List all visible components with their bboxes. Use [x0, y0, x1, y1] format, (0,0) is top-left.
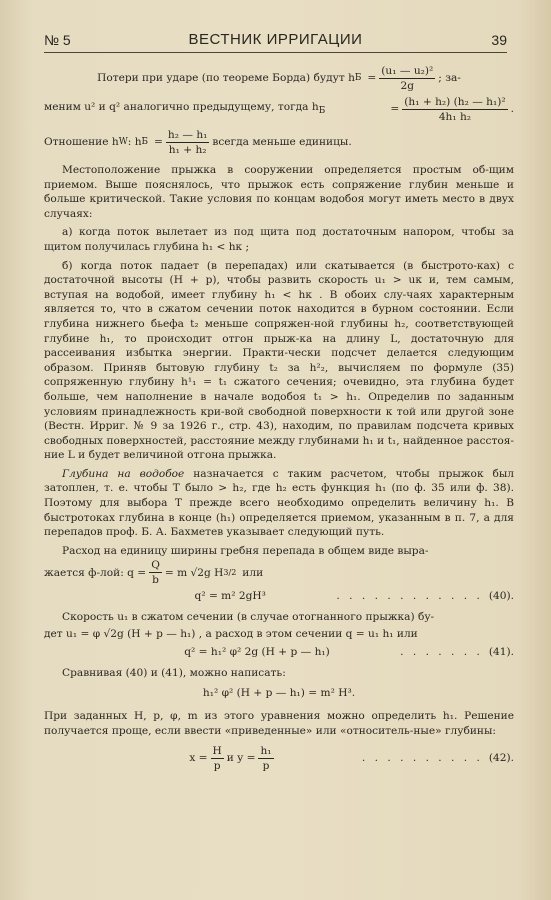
paragraph: Скорость u₁ в сжатом сечении (в случае отогнанного прыжка) бу-: [62, 611, 435, 624]
formula-eq: =: [390, 103, 400, 116]
leader-dots: . . . . . . .: [400, 646, 483, 659]
formula-tail: всегда меньше единицы.: [212, 136, 352, 149]
paragraph: б) когда поток падает (в перепадах) или скатывается (в быстрото-ках) с достаточной высоты (H + p), чтобы развить скорость u₁ > uк и, тем самым, вступая на водобой, имеет глубину h₁ < hк . В обоих слу-чаях характерным является то, что в сжатом сечении поток находится в бурном состоянии. Если глубина нижнего бьефа t₂ меньше сопряжен-ной глубины h₂, соответствующей глубине h₁, то происходит отгон прыж-ка на длину L, достаточную для рассеивания избытка энергии. Практи-чески подсчет делается следующим образом. Приняв бытовую глубину t₂ за h²₂, вычисляем по формуле (35) сопряженную глубину h¹₁ = t₁ сжатого сечения; очевидно, эта глубина будет больше, чем наполнение в начале водобоя t₁ > h₁. Определив по заданным условиям принадлежность кри-вой свободной поверхности к той или другой зоне (Вестн. Ирриг. № 9 за 1926 г., стр. 43), находим, по правилам подсчета кривых свободных поверхностей, расстояние между глубинами h₁ и t₁, найденное расстоя-ние L и будет величиной отгона прыжка.: [44, 259, 514, 462]
page-header: [44, 30, 507, 53]
formula-text: жается ф-лой: q =: [44, 566, 147, 579]
equation-number: (42).: [488, 752, 514, 765]
formula-41a: дет u₁ = φ √2g (H + p — h₁) , а расход в этом сечении q = u₁ h₁ или: [44, 627, 418, 640]
formula-eq: =: [154, 136, 163, 149]
paragraph: а) когда поток вылетает из под щита под достаточным напором, чтобы за щитом получилась глубина h₁ < hк ;: [44, 226, 514, 253]
fraction: [379, 64, 435, 93]
formula-tail: или: [242, 566, 264, 579]
denominator: p: [213, 760, 221, 773]
formula-text: меним u² и q² аналогично предыдущему, тогда h: [44, 101, 319, 114]
formula-eq: =: [367, 72, 377, 85]
formula-text: q² = h₁² φ² 2g (H + p — h₁): [184, 646, 330, 659]
formula-40a: [44, 558, 514, 587]
leader-dots: . . . . . . . . . .: [361, 752, 483, 765]
leader-dots: . . . . . . . . . . . .: [336, 590, 483, 603]
equation-number: (41).: [488, 646, 514, 659]
page-number: 39: [491, 32, 507, 48]
numerator: H: [212, 745, 222, 758]
fraction: [402, 95, 507, 124]
numerator: (u₁ — u₂)²: [381, 65, 434, 77]
formula-tail: ; за-: [438, 72, 461, 85]
fraction: [166, 128, 209, 157]
italic-term: Глубина на водобое: [62, 467, 185, 480]
fraction: [149, 558, 162, 587]
equation-number: (40).: [488, 590, 514, 603]
issue-number: № 5: [44, 32, 71, 48]
formula-sub: Б: [141, 137, 149, 148]
formula-sub: W: [118, 137, 128, 148]
fraction: [211, 744, 224, 773]
formula-borda: [44, 64, 514, 93]
denominator: p: [262, 760, 270, 773]
formula-replace: [44, 95, 514, 124]
formula-text: : h: [127, 136, 142, 149]
formula-exponent: 3/2: [223, 567, 237, 577]
formula-sub: Б: [318, 106, 326, 117]
denominator: h₁ + h₂: [168, 144, 207, 156]
paragraph: При заданных H, p, φ, m из этого уравнения можно определить h₁. Решение получается проще, если ввести «приведенные» или «относитель-ные» глубины:: [44, 710, 514, 737]
paragraph: Расход на единицу ширины гребня перепада в общем виде выра-: [62, 544, 429, 557]
formula-compare: [44, 686, 514, 701]
denominator: 4h₁ h₂: [438, 111, 472, 123]
numerator: h₁: [260, 745, 272, 758]
formula-tail: .: [510, 103, 514, 116]
formula-40: [44, 589, 514, 604]
formula-text: Потери при ударе (по теореме Борда) будут h: [97, 72, 355, 85]
formula-text: = m √2g H: [164, 566, 224, 579]
paragraph: Сравнивая (40) и (41), можно написать:: [62, 666, 286, 679]
formula-text: и y =: [226, 752, 256, 765]
formula-text: x =: [189, 752, 208, 765]
paragraph-text: назначается с таким расчетом, чтобы прыжок был затоплен, т. е. чтобы T было > h₂, где h₂ есть функция h₁ (по ф. 35 или ф. 38). Поэтому для выбора T прежде всего необходимо определить величину h₁. В быстротоках глубина в конце (h₁) определяется приемом, указанным в п. 7, а для перепадов проф. Б. А. Бахметев указывает следующий путь.: [44, 467, 514, 539]
denominator: b: [152, 574, 159, 587]
journal-title: ВЕСТНИК ИРРИГАЦИИ: [188, 31, 363, 48]
formula-text: Отношение h: [44, 136, 119, 149]
formula-text: h₁² φ² (H + p — h₁) = m² H³.: [202, 687, 356, 700]
article-body: [44, 62, 514, 773]
numerator: (h₁ + h₂) (h₂ — h₁)²: [404, 96, 506, 108]
formula-sub: Б: [354, 73, 362, 84]
numerator: Q: [151, 559, 160, 572]
paragraph: [44, 467, 514, 540]
formula-42: [44, 744, 514, 773]
numerator: h₂ — h₁: [167, 129, 208, 141]
formula-41: [44, 645, 514, 660]
formula-text: q² = m² 2gH³: [194, 590, 266, 603]
paragraph: Местоположение прыжка в сооружении определяется простым об-щим приемом. Выше пояснялось, что прыжок есть сопряжение глубин меньше и больше критической. Такие условия по концам водобоя могут иметь место в двух случаях:: [44, 164, 514, 220]
fraction: [258, 744, 273, 773]
formula-ratio: [44, 128, 514, 157]
denominator: 2g: [400, 80, 415, 92]
